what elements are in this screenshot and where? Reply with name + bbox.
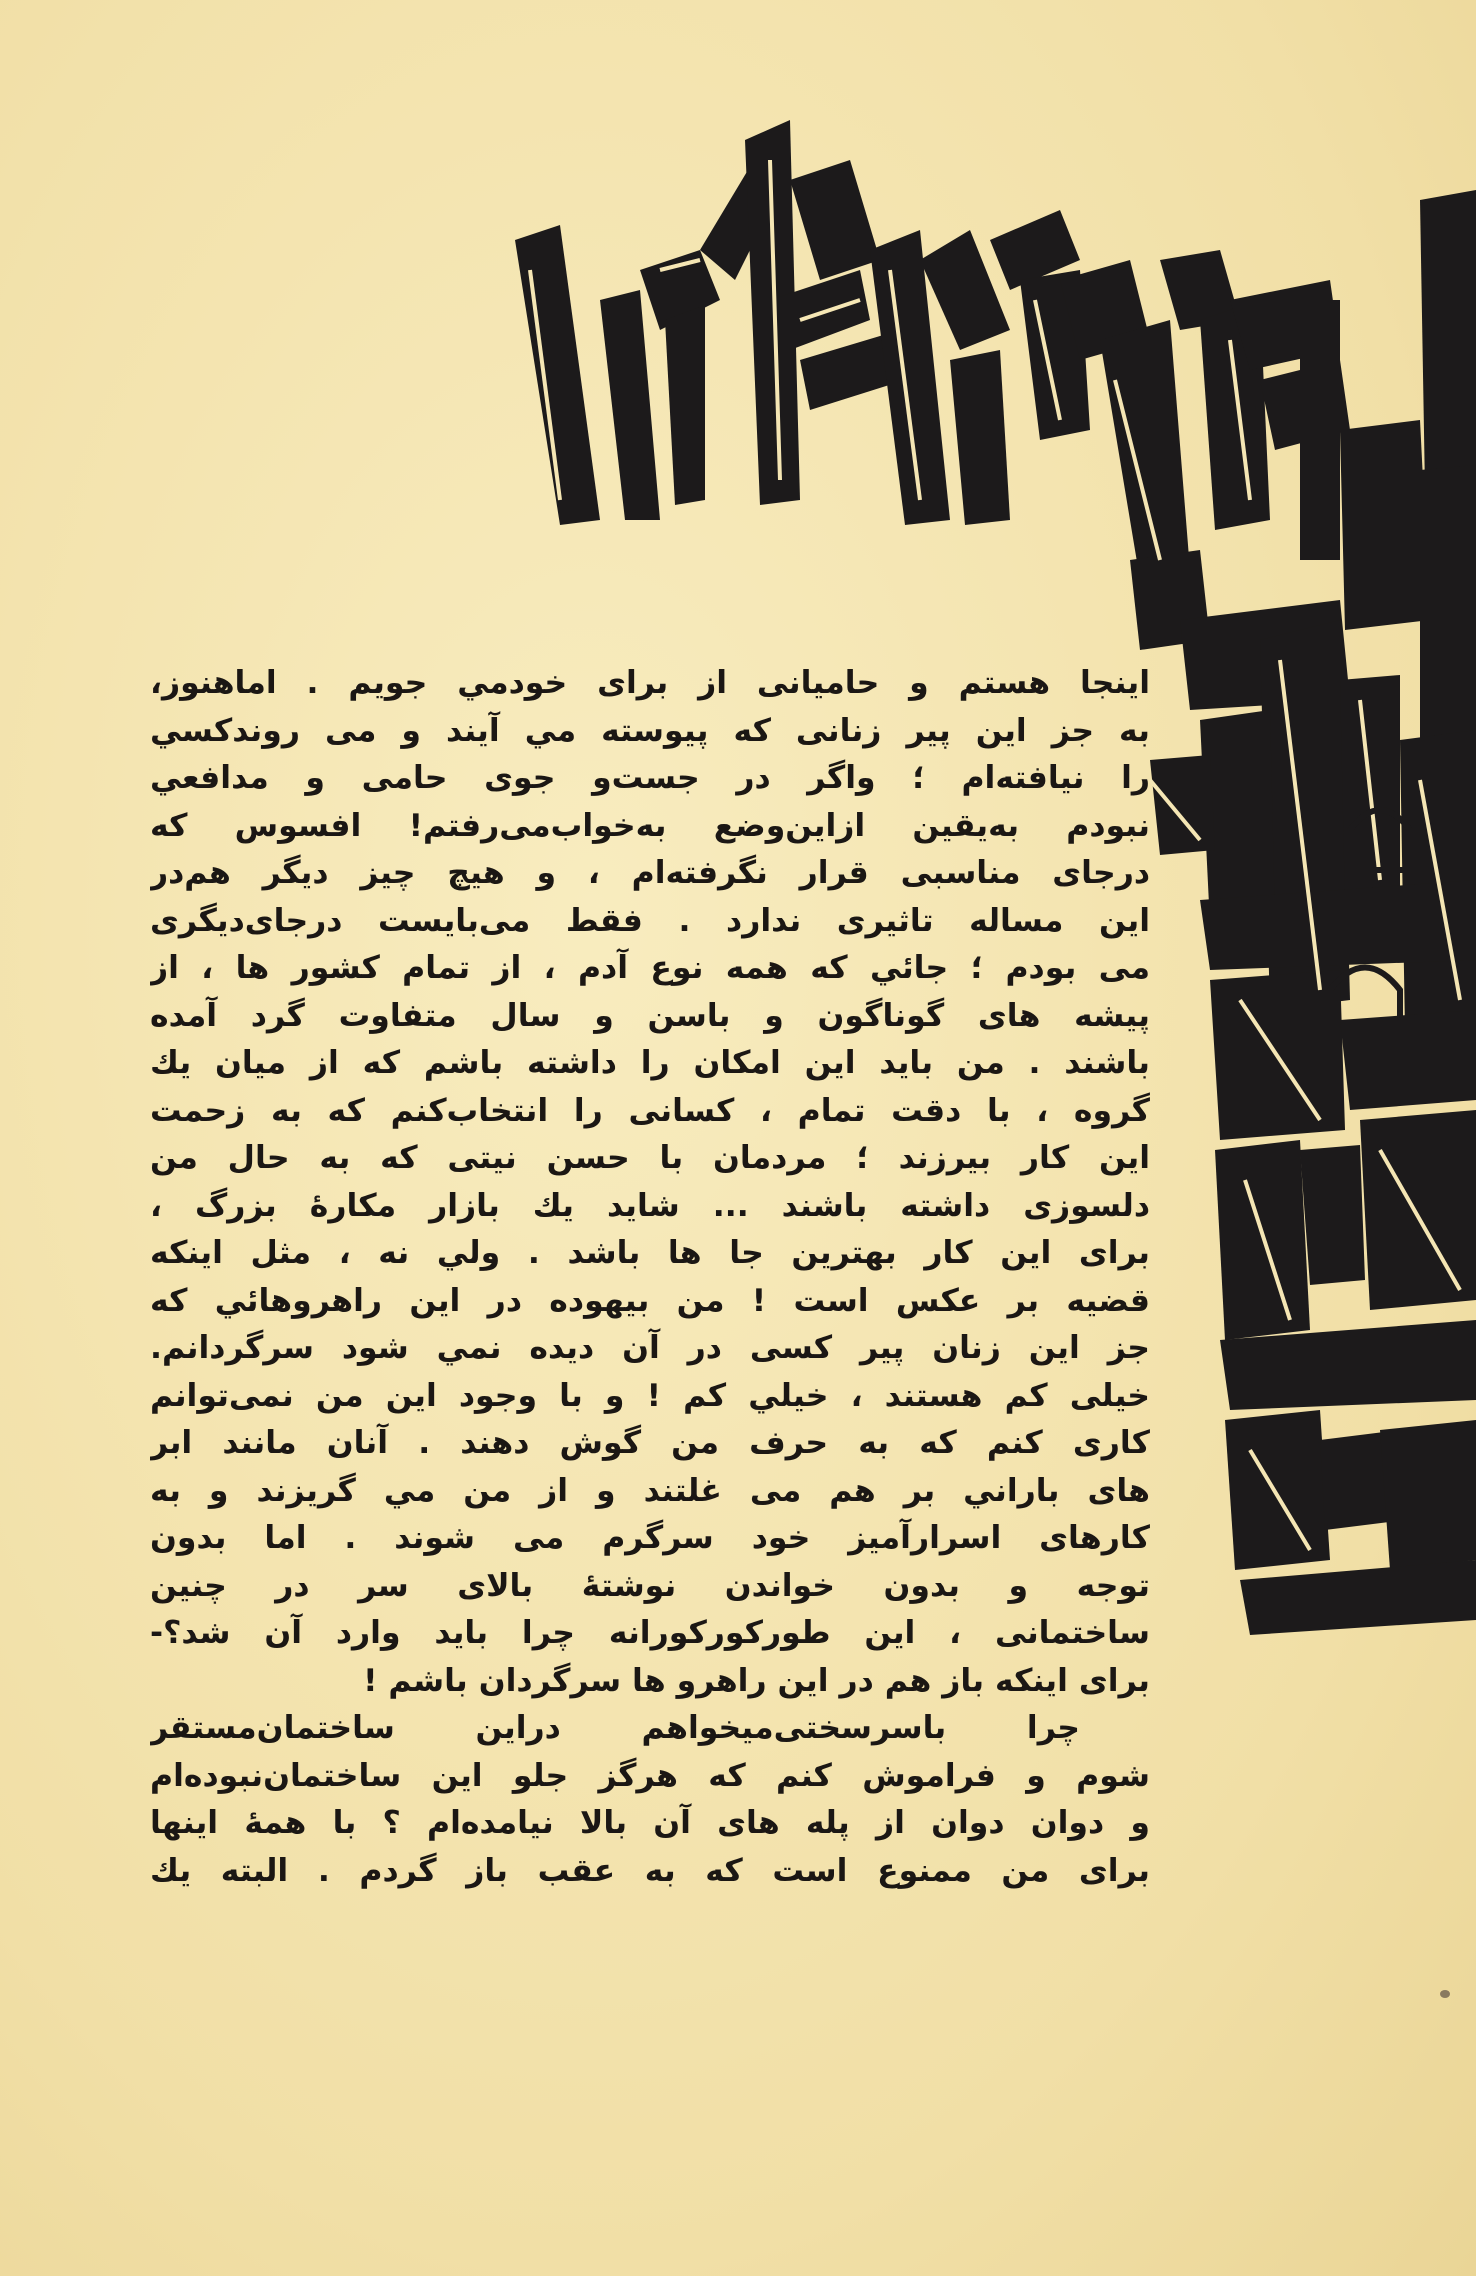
text-line: توجه و بدون خواندن نوشتهٔ بالای سر در چنین xyxy=(150,1567,1150,1604)
text-line: را نیافته‌ام ؛ واگر در جست‌و جوی حامی و مدافعي xyxy=(150,760,1150,796)
text-line: دلسوزی داشته باشند ... شاید يك بازار مکارهٔ بزرگ ، xyxy=(150,1187,1150,1224)
text-line: کاری کنم که به حرف من گوش دهند . آنان مانند ابر xyxy=(150,1425,1150,1461)
body-text xyxy=(150,660,1150,1895)
text-line: چرا باسرسختی‌میخواهم دراین ساختمان‌مستقر xyxy=(150,1710,1080,1746)
text-line: خیلی کم هستند ، خیلي کم ! و با وجود این من نمی‌توانم xyxy=(150,1377,1150,1414)
text-line: پیشه های گوناگون و باسن و سال متفاوت گرد آمده xyxy=(150,997,1150,1034)
text-line: اینجا هستم و حامیانی از برای خودمي جویم . اماهنوز، xyxy=(150,665,1150,701)
text-line: می بودم ؛ جائي که همه نوع آدم ، از تمام کشور ها ، از xyxy=(150,950,1150,986)
text-line: جز این زنان پیر کسی در آن دیده نمي شود سرگردانم. xyxy=(150,1330,1150,1366)
text-line: کارهای اسرارآمیز خود سرگرم می شوند . اما بدون xyxy=(150,1520,1150,1556)
text-line: برای اینکه باز هم در این راهرو ها سرگردان باشم ! xyxy=(363,1662,1150,1699)
text-line: های باراني بر هم می غلتند و از من مي گریزند و به xyxy=(150,1472,1150,1509)
ink-speck xyxy=(1440,1990,1450,1998)
text-line: قضیه بر عکس است ! من بیهوده در این راهروهائي که xyxy=(150,1282,1150,1319)
text-line: نبودم به‌یقین ازاین‌وضع به‌خواب‌می‌رفتم! افسوس که xyxy=(150,807,1150,844)
text-line: گروه ، با دقت تمام ، کسانی را انتخاب‌کنم که به زحمت xyxy=(150,1092,1150,1129)
text-line: این مساله تاثیری ندارد . فقط می‌بایست درجای‌دیگری xyxy=(150,902,1150,939)
text-line: ساختمانی ، این طورکورکورانه چرا باید وارد آن شد؟- xyxy=(150,1615,1150,1651)
text-line: برای این کار بهترین جا ها باشد . ولي نه ، مثل اینکه xyxy=(150,1235,1150,1271)
text-line: شوم و فراموش کنم که هرگز جلو این ساختمان‌نبوده‌ام xyxy=(150,1757,1150,1794)
text-line: این کار بیرزند ؛ مردمان با حسن نیتی که به حال من xyxy=(150,1140,1150,1176)
text-line: به جز این پیر زنانی که پیوسته مي آیند و می روندکسي xyxy=(150,712,1150,749)
text-line: باشند . من باید این امکان را داشته باشم که از میان يك xyxy=(150,1045,1150,1081)
text-line: درجای مناسبی قرار نگرفته‌ام ، و هیچ چیز دیگر هم‌در xyxy=(150,855,1150,891)
text-line: و دوان دوان از پله های آن بالا نیامده‌ام ؟ با همهٔ اینها xyxy=(150,1805,1150,1841)
text-line: برای من ممنوع است که به عقب باز گردم . البته يك xyxy=(150,1852,1150,1889)
